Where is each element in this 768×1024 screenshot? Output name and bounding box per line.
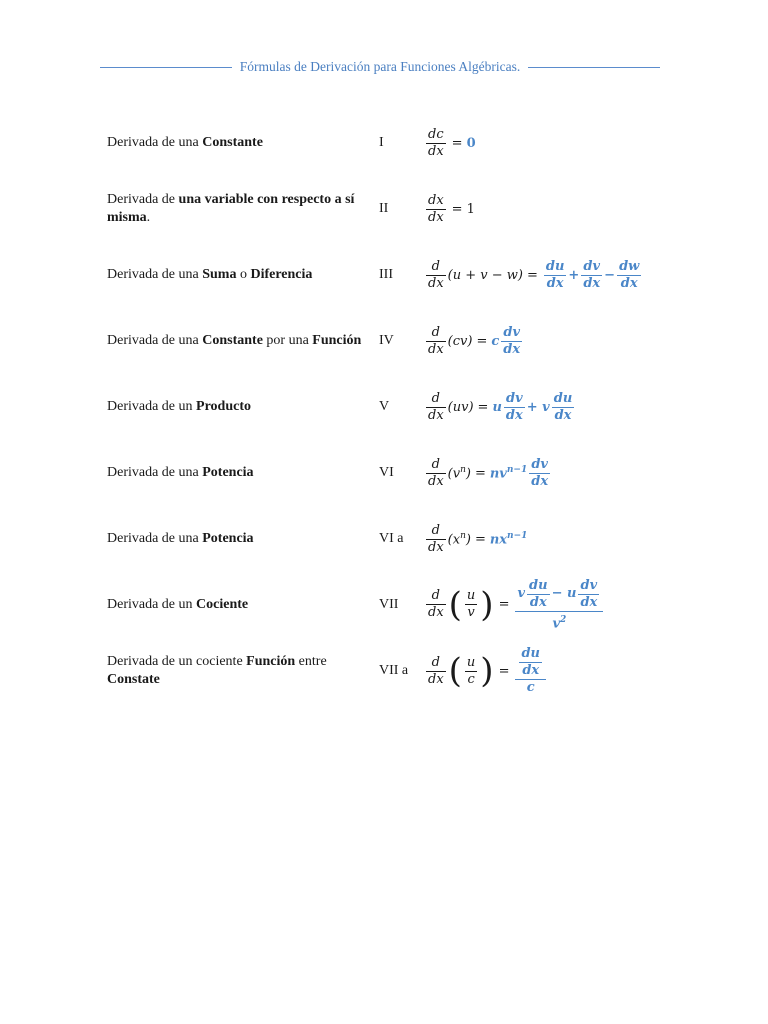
formula-row (107, 176, 667, 242)
formula-expression: $\frac{d}{dx}$ ( $\frac{u}{v}$ ) = v $\frac{du}{dx}$ − u $\frac{dv}{dx}$ $v^2$ (424, 578, 605, 632)
formula-expression: $\frac{d}{dx}$ $(x^n)$ = $nx^{n-1}$ (428, 522, 528, 555)
header-rule-right (528, 67, 660, 68)
formula-description: Derivada de un cociente Función entre Constate (107, 654, 327, 687)
formula-number: V (379, 399, 390, 414)
formula-expression: $\frac{d}{dx}$ ( $\frac{u}{c}$ ) = $\frac{\frac{du}{dx}}{c}$ (424, 646, 548, 696)
formula-row (107, 506, 667, 572)
formula-description: Derivada de una Constante (107, 135, 263, 150)
formula-number: VI (379, 465, 394, 480)
formula-row (107, 374, 667, 440)
formula-row (107, 110, 667, 176)
header-rule-left (100, 67, 232, 68)
formula-description: Derivada de un Cociente (107, 597, 249, 612)
formula-number: I (379, 135, 384, 150)
formula-number: III (379, 267, 393, 282)
formula-expression: $\frac{d}{dx}$ $(v^n)$ = $nv^{n-1}$ $\frac{dv}{dx}$ (428, 456, 549, 489)
page-header (100, 57, 660, 77)
formula-number: II (379, 201, 389, 216)
page-title: Fórmulas de Derivación para Funciones Algébricas. (239, 59, 521, 74)
formula-number: VII a (379, 663, 409, 678)
formula-description: Derivada de una variable con respecto a sí misma. (107, 192, 355, 225)
formula-expression: $\frac{d}{dx}$ (uv) = u $\frac{dv}{dx}$ + v $\frac{du}{dx}$ (428, 390, 573, 423)
formula-description: Derivada de una Potencia (107, 531, 254, 546)
formula-row (107, 242, 667, 308)
formula-row (107, 440, 667, 506)
formula-number: VII (379, 597, 399, 612)
formula-row (107, 638, 667, 704)
formula-expression: $\frac{d}{dx}$ (cv) = c $\frac{dv}{dx}$ (428, 324, 521, 357)
formula-row (107, 572, 667, 638)
formula-expression: $\frac{dc}{dx}$ = 0 (428, 126, 476, 159)
formula-number: VI a (379, 531, 404, 546)
formula-row (107, 308, 667, 374)
formula-description: Derivada de una Potencia (107, 465, 254, 480)
formula-number: IV (379, 333, 394, 348)
formula-expression: $\frac{d}{dx}$ (u + v − w) = $\frac{du}{dx}$ + $\frac{dv}{dx}$ − $\frac{dw}{dx}$ (428, 258, 640, 291)
formula-list (107, 110, 667, 704)
formula-expression: $\frac{dx}{dx}$ = 1 (428, 192, 475, 225)
formula-description: Derivada de un Producto (107, 399, 251, 414)
formula-description: Derivada de una Suma o Diferencia (107, 267, 313, 282)
formula-description: Derivada de una Constante por una Función (107, 333, 362, 348)
